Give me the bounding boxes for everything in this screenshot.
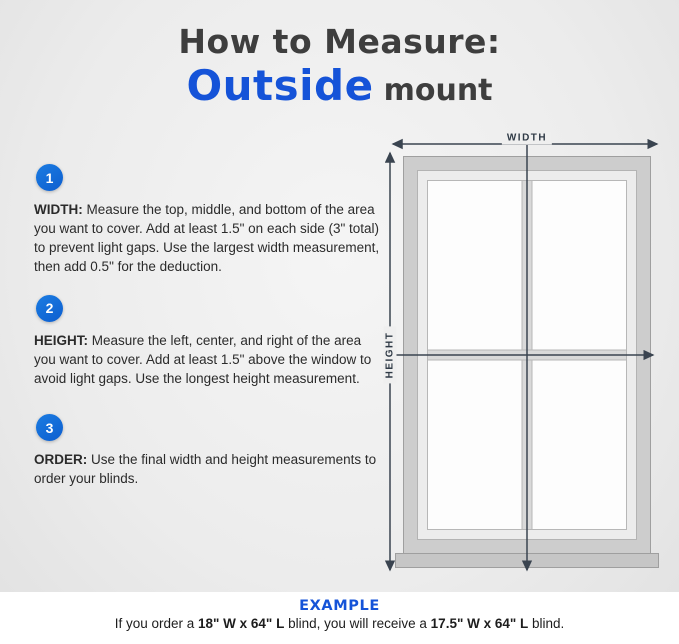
title-accent-outside: Outside bbox=[186, 61, 374, 110]
step-order bbox=[34, 414, 382, 488]
step-2-body: Measure the left, center, and right of the area you want to cover. Add at least 1.5" above the window to avoid light gaps. Use the longest height measurement. bbox=[34, 332, 372, 386]
step-2-label: HEIGHT: bbox=[34, 332, 88, 348]
step-2-text bbox=[34, 331, 382, 388]
title-line1: How to Measure: bbox=[178, 22, 501, 61]
example-heading: EXAMPLE bbox=[299, 598, 380, 614]
step-3-body: Use the final width and height measurements to order your blinds. bbox=[34, 452, 377, 487]
step-1-label: WIDTH: bbox=[34, 202, 83, 217]
title-line2 bbox=[0, 61, 679, 110]
step-1-text bbox=[34, 200, 382, 277]
example-part2: blind, you will receive a bbox=[284, 616, 431, 631]
step-width bbox=[34, 164, 382, 277]
window-sill bbox=[395, 553, 659, 568]
step-3-badge: 3 bbox=[36, 414, 63, 441]
example-part3: blind. bbox=[528, 616, 565, 631]
page-title bbox=[0, 22, 679, 110]
steps-list bbox=[34, 164, 382, 506]
window-frame bbox=[403, 156, 651, 554]
example-ordered-size: 18" W x 64" L bbox=[198, 616, 285, 631]
step-3-label: ORDER: bbox=[34, 452, 88, 468]
step-1-body: Measure the top, middle, and bottom of the area you want to cover. Add at least 1.5" on each side (3" total) to prevent light gaps. Use the largest width measurement, then add 0.5" for the deduction. bbox=[34, 202, 380, 275]
window-mullion-horizontal bbox=[428, 350, 626, 361]
height-arrow-label: HEIGHT bbox=[384, 327, 397, 384]
example-part1: If you order a bbox=[114, 616, 198, 631]
step-1-badge: 1 bbox=[36, 164, 63, 191]
step-2-badge: 2 bbox=[36, 295, 63, 322]
window-glass bbox=[427, 180, 627, 530]
window-inner-frame bbox=[417, 170, 637, 540]
title-rest-mount: mount bbox=[383, 73, 493, 108]
window-diagram bbox=[383, 132, 667, 584]
width-arrow-label: WIDTH bbox=[502, 132, 552, 145]
example-sentence bbox=[0, 616, 679, 631]
example-received-size: 17.5" W x 64" L bbox=[430, 616, 529, 631]
step-height bbox=[34, 295, 382, 388]
step-3-text bbox=[34, 450, 382, 488]
example-footer bbox=[0, 592, 679, 644]
